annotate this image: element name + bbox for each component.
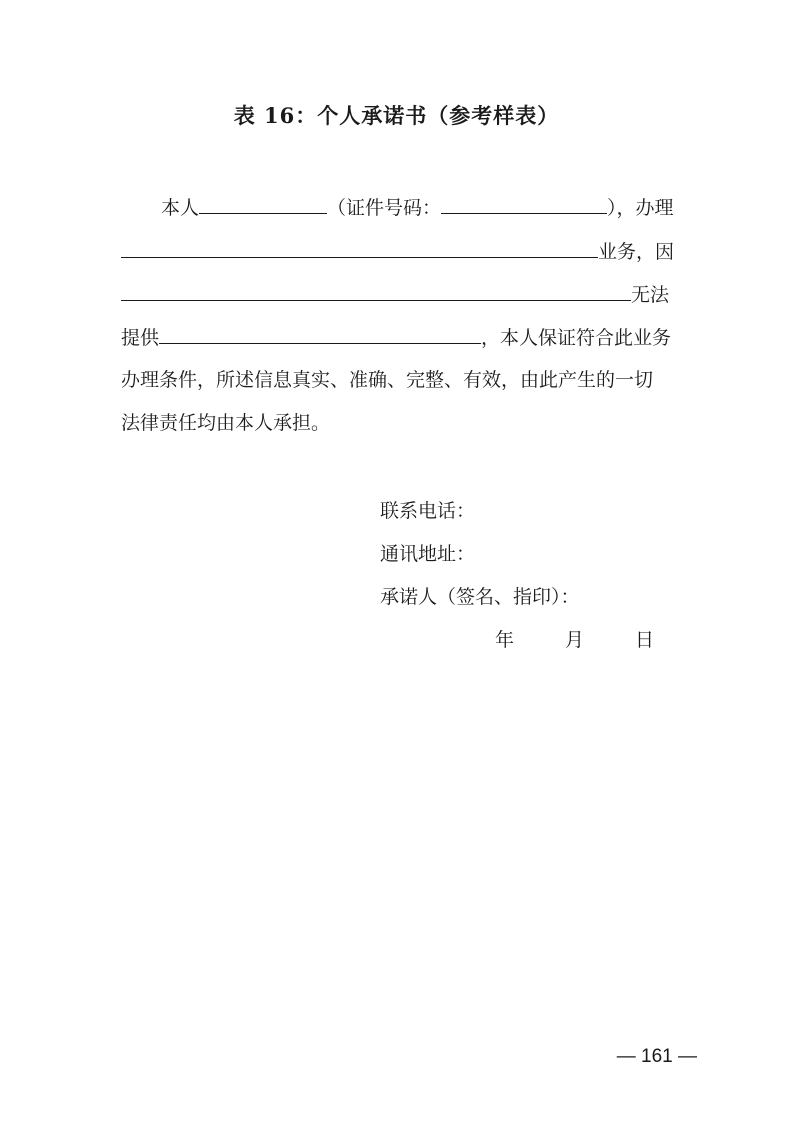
- materials-blank[interactable]: [159, 323, 481, 344]
- business-blank[interactable]: [121, 237, 598, 258]
- provide-label: 提供: [121, 327, 160, 349]
- date-month: 月: [565, 629, 585, 651]
- guarantee-text: ，本人保证符合此业务: [481, 327, 672, 349]
- handle-label: ），办理: [607, 197, 674, 219]
- pledge-line-2: [121, 237, 677, 265]
- unable-label: 无法: [631, 284, 670, 306]
- reason-blank[interactable]: [121, 280, 631, 301]
- page-number: — 161 —: [616, 1046, 697, 1067]
- phone-label: 联系电话：: [380, 500, 476, 522]
- pledge-line-6: 法律责任均由本人承担。: [121, 412, 331, 434]
- id-number-label: （证件号码：: [327, 197, 442, 219]
- date-year: 年: [495, 629, 515, 651]
- self-label: 本人: [161, 197, 200, 219]
- pledge-line-3: [121, 280, 677, 308]
- pledge-line-4: [121, 323, 677, 351]
- date-day: 日: [635, 629, 655, 651]
- name-blank[interactable]: [199, 193, 327, 214]
- business-label: 业务，因: [598, 241, 675, 263]
- pledge-line-1: [121, 193, 677, 221]
- id-number-blank[interactable]: [441, 193, 607, 214]
- page-title: 表 16：个人承诺书（参考样表）: [233, 103, 560, 128]
- pledge-line-5: 办理条件，所述信息真实、准确、完整、有效，由此产生的一切: [121, 369, 654, 391]
- address-label: 通讯地址：: [380, 543, 476, 565]
- signer-label: 承诺人（签名、指印）：: [380, 586, 580, 608]
